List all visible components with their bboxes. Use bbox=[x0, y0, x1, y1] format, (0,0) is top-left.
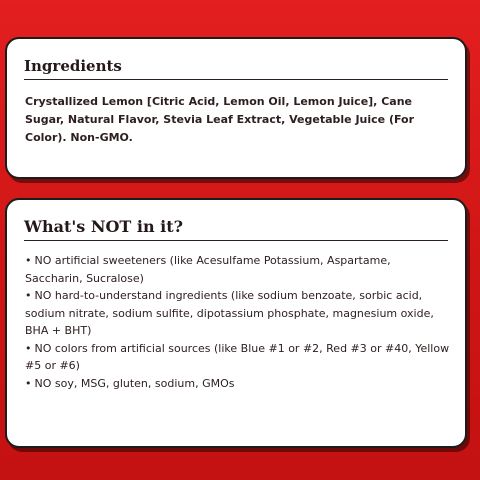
bullet-icon: • bbox=[25, 289, 32, 302]
list-item bbox=[25, 252, 451, 287]
list-item-text: NO colors from artificial sources (like Blue #1 or #2, Red #3 or #40, Yellow #5 or #6) bbox=[25, 341, 450, 372]
list-item-text: NO hard-to-understand ingredients (like sodium benzoate, sorbic acid, sodium nitrate, sodium sulfite, dipotassium phosphate, magnesium oxide, BHA + BHT) bbox=[25, 289, 434, 337]
bullet-icon: • bbox=[25, 376, 32, 390]
list-item bbox=[25, 340, 451, 375]
list-item bbox=[25, 287, 451, 340]
list-item-text: NO soy, MSG, gluten, sodium, GMOs bbox=[34, 376, 235, 390]
bullet-icon: • bbox=[25, 254, 32, 267]
ingredients-text: Crystallized Lemon [Citric Acid, Lemon Oil, Lemon Juice], Cane Sugar, Natural Flavor, Stevia Leaf Extract, Vegetable Juice (For Color). Non-GMO. bbox=[25, 95, 415, 144]
list-item bbox=[25, 375, 451, 393]
list-item-text: NO artificial sweeteners (like Acesulfame Potassium, Aspartame, Saccharin, Sucralose) bbox=[25, 254, 391, 285]
not-in-it-title: What's NOT in it? bbox=[24, 217, 448, 241]
not-in-it-list bbox=[25, 252, 451, 392]
bullet-icon: • bbox=[25, 341, 32, 355]
ingredients-title: Ingredients bbox=[24, 57, 448, 80]
ingredients-card bbox=[5, 37, 467, 179]
not-in-it-card bbox=[5, 198, 467, 448]
